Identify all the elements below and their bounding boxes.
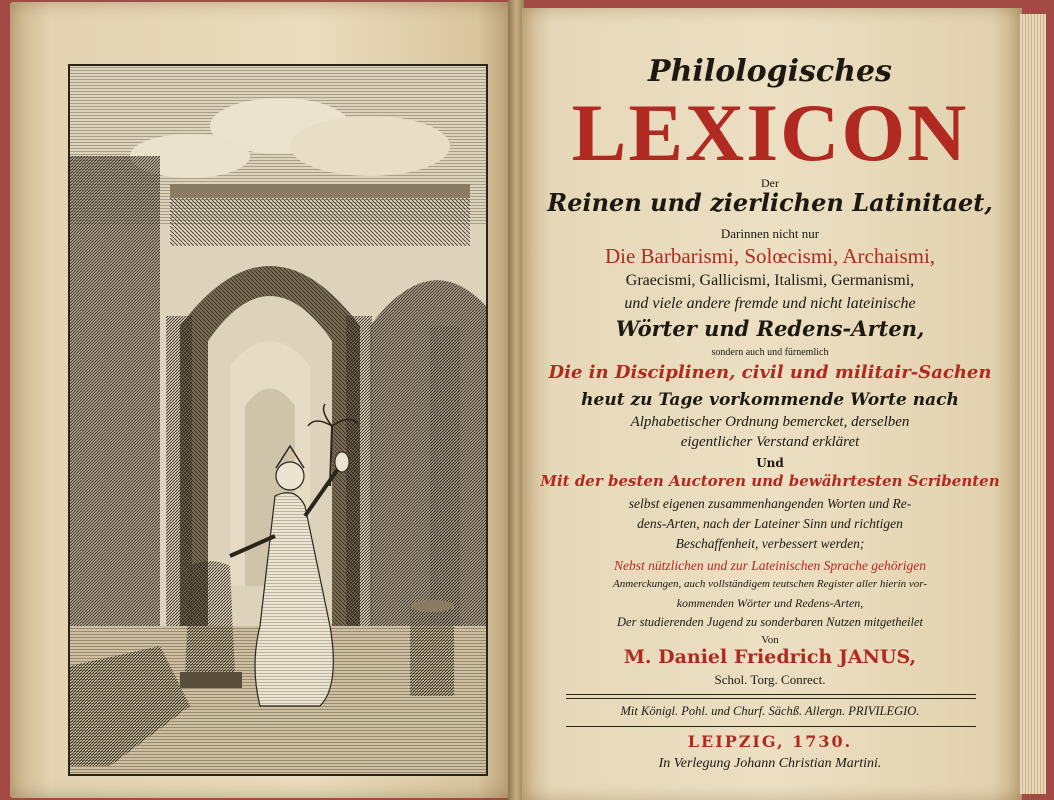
title-line-alphabetischer: Alphabetischer Ordnung bemercket, derselben (630, 414, 910, 430)
privilege-line: Mit Königl. Pohl. und Churf. Sächß. Allergn. PRIVILEGIO. (620, 704, 920, 718)
page-edges (1020, 14, 1046, 794)
title-line-auctoren: Mit der besten Auctoren und bewährtesten Scribenten (540, 472, 1000, 490)
title-line-selbst: selbst eigenen zusammenhangenden Worten und Re- (628, 496, 912, 511)
title-line-kommenden: kommenden Wörter und Redens-Arten, (676, 596, 864, 610)
title-line-lexicon: LEXICON (571, 87, 969, 178)
title-line-disciplinen: Die in Disciplinen, civil und militair-Sachen (548, 362, 992, 383)
title-line-latinitaet: Reinen und zierlichen Latinitaet, (547, 188, 993, 217)
title-line-nebst: Nebst nützlichen und zur Lateinischen Sprache gehörigen (614, 558, 926, 573)
title-page-text (530, 40, 1010, 780)
title-line-der: Der (761, 176, 779, 190)
title-line-woerter: Wörter und Redens-Arten, (615, 316, 925, 341)
bottom-rule (566, 726, 976, 727)
author-position: Schol. Torg. Conrect. (714, 672, 826, 687)
title-line-graecismi: Graecismi, Gallicismi, Italismi, Germanismi, (625, 272, 915, 289)
title-line-redensarten: dens-Arten, nach der Lateiner Sinn und richtigen (637, 516, 903, 531)
frontispiece-engraving (68, 64, 488, 776)
title-line-philologisches: Philologisches (648, 54, 892, 89)
title-line-sondern: sondern auch und fürnemlich (711, 347, 829, 358)
title-line-darinnen: Darinnen nicht nur (720, 226, 820, 241)
title-line-anmerckungen: Anmerckungen, auch vollständigem teutschen Register aller hierin vor- (612, 578, 927, 590)
imprint-place-date: LEIPZIG, 1730. (687, 732, 853, 751)
title-line-beschaffenheit: Beschaffenheit, verbessert werden; (675, 536, 865, 551)
title-line-und: Und (756, 456, 784, 470)
title-line-verstand: eigentlicher Verstand erkläret (680, 434, 860, 450)
publisher-line: In Verlegung Johann Christian Martini. (658, 756, 882, 771)
title-line-fremde: und viele andere fremde und nicht lateinische (624, 295, 916, 312)
author-name: M. Daniel Friedrich JANUS, (623, 646, 917, 668)
title-line-jugend: Der studierenden Jugend zu sonderbaren Nutzen mitgetheilet (617, 615, 923, 629)
top-double-rule (566, 694, 976, 699)
title-line-heut: heut zu Tage vorkommende Worte nach (581, 390, 959, 410)
title-line-von: Von (761, 634, 779, 646)
title-line-barbarismi: Die Barbarismi, Solœcismi, Archaismi, (604, 244, 936, 268)
